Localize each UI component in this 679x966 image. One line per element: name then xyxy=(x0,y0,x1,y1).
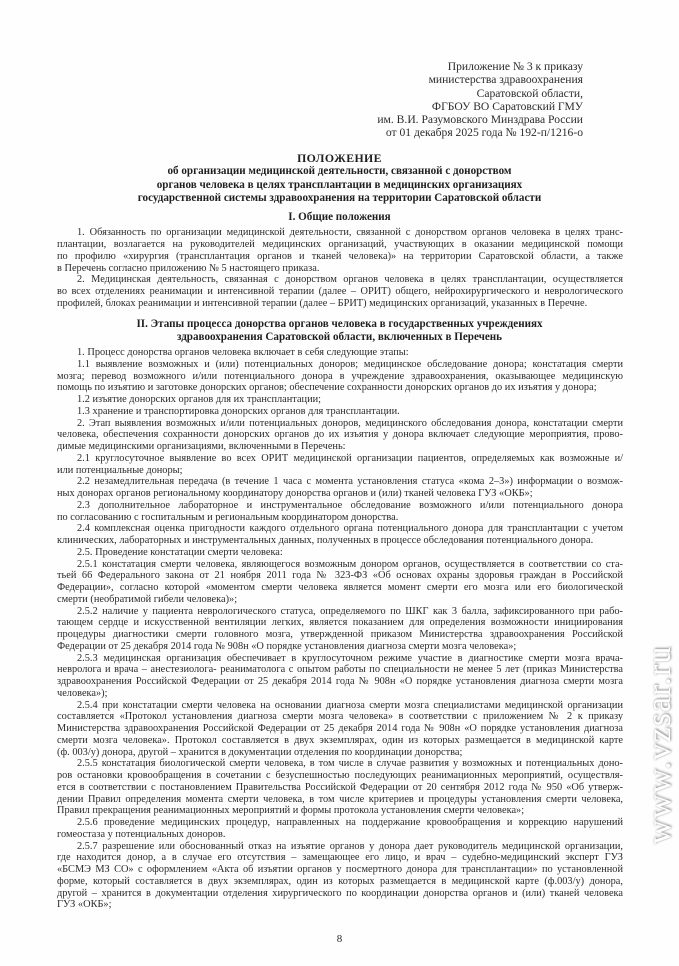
paragraph-line: 2. Этап выявления возможных и/или потенциальных доноров, медицинского обследования донора, констатации смерти xyxy=(77,417,623,429)
paragraph-line: Федерации от 25 декабря 2014 года № 908н «О порядке установления диагноза смерти мозга человека»; xyxy=(57,640,517,652)
annex-line: министерства здравоохранения xyxy=(428,73,583,87)
annex-line: им. В.И. Разумовского Минздрава России xyxy=(377,113,583,127)
paragraph-line: 2.5. Проведение констатации смерти человека: xyxy=(77,546,283,558)
paragraph-line: тьей 66 Федерального закона от 21 ноября 2011 года № 323-ФЗ «Об основах охраны здоровья граждан в Российской xyxy=(57,570,623,582)
paragraph-line: 2.5.2 наличие у пациента неврологического статуса, определяемого по ШКГ как 3 балла, зафиксированного при рабо- xyxy=(77,605,623,617)
section-1-body xyxy=(57,227,623,309)
paragraph-line: 1. Обязанность по организации медицинской деятельности, связанной с донорством органов человека в целях транс- xyxy=(77,227,623,239)
title-subtitle-line: об организации медицинской деятельности, связанной с донорством xyxy=(167,165,512,178)
paragraph-line: профилей, блоках реанимации и интенсивной терапии (далее – БРИТ) медицинских организаций, указанных в Перечне. xyxy=(57,297,588,309)
watermark xyxy=(641,545,678,945)
paragraph-line: где находится донор, а в случае его отсутствия – замещающее его лицо, и врач – судебно-медицинский эксперт ГУЗ xyxy=(57,852,623,864)
paragraph-line: «БСМЭ МЗ СО» с оформлением «Акта об изъятии органов у посмертного донора для трансплантации» по установленной xyxy=(57,864,623,876)
paragraph-line: 2.5.7 разрешение или обоснованный отказ на изъятие органов у донора дает руководитель медицинской организации, xyxy=(77,840,623,852)
annex-line: Саратовской области, xyxy=(476,86,583,100)
annex-reference xyxy=(0,60,583,140)
section-2-heading xyxy=(0,318,679,344)
paragraph-line: во всех отделениях реанимации и интенсивной терапии (далее – ОРИТ) общего, нейрохирургического и неврологического xyxy=(57,286,623,298)
paragraph-line: Министерства здравоохранения Российской Федерации от 25 декабря 2014 года № 908н «О порядке установления диагноза xyxy=(57,723,623,735)
page-number: 8 xyxy=(336,933,343,946)
paragraph-line: форме, который составляется в двух экземплярах, один из которых размещается в медицинской карте (ф.003/у) донора, xyxy=(57,875,623,887)
paragraph-line: 2. Медицинская деятельность, связанная с донорством органов человека в целях трансплантации, осуществляется xyxy=(77,274,623,286)
paragraph-line: помощь по изъятию и заготовке донорских органов; обеспечение сохранности донорских органов до их изъятия у донора; xyxy=(57,382,597,394)
paragraph-line: человека»); xyxy=(57,687,108,699)
annex-line: от 01 декабря 2025 года № 192-п/1216-о xyxy=(385,126,583,140)
paragraph-line: 2.5.4 при констатации смерти человека на основании диагноза смерти мозга специалистами медицинской организации xyxy=(77,699,623,711)
paragraph-line: здравоохранения Российской Федерации от 25 декабря 2014 года № 908н «О порядке установления диагноза смерти мозга xyxy=(57,676,623,688)
paragraph-line: мозга; перевод возможного и/или потенциального донора в учреждение здравоохранения, оказывающее медицинскую xyxy=(57,370,623,382)
paragraph-line: 2.4 комплексная оценка пригодности каждого отдельного органа потенциального донора для трансплантации с учетом xyxy=(77,523,623,535)
paragraph-line: гомеостаза у потенциальных доноров. xyxy=(57,828,226,840)
paragraph-line: Федерации», согласно которой «моментом смерти человека является момент смерти его мозга или его биологической xyxy=(57,582,623,594)
paragraph-line: 1.2 изъятие донорских органов для их трансплантации; xyxy=(77,394,322,406)
paragraph-line: 2.5.5 констатация биологической смерти человека, в том числе в случае развития у возможных и потенциальных доно- xyxy=(77,758,623,770)
paragraph-line: 1.1 выявление возможных и (или) потенциальных доноров; медицинское обследование донора; констатация смерти xyxy=(77,358,623,370)
paragraph-line: смерти мозга человека». Протокол составляется в двух экземплярах, один из которых размещается в медицинской карте xyxy=(57,734,623,746)
paragraph-line: в Перечень согласно приложению № 5 настоящего приказа. xyxy=(57,262,320,274)
paragraph-line: ГУЗ «ОКБ»; xyxy=(57,899,112,911)
title-subtitle-line: государственной системы здравоохранения на территории Саратовской области xyxy=(137,191,542,204)
paragraph-line: тающем сердце и искусственной вентиляции легких, является показанием для определения возможности инициирования xyxy=(57,617,623,629)
paragraph-line: димые медицинскими организациями, включенными в Перечень: xyxy=(57,441,346,453)
paragraph-line: 2.3 дополнительное лабораторное и инструментальное обследование возможного и/или потенциального донора xyxy=(77,499,623,511)
document-title xyxy=(0,152,679,205)
section-2-heading-line: здравоохранения Саратовской области, включенных в Перечень xyxy=(176,330,503,343)
paragraph-line: по профилю «хирургия (трансплантация органов и тканей человека)» на территории Саратовской области, а также xyxy=(57,250,623,262)
paragraph-line: плантации, возлагается на руководителей медицинских организаций, участвующих в оказании медицинской помощи xyxy=(57,239,623,251)
annex-line: Приложение № 3 к приказу xyxy=(447,60,583,73)
paragraph-line: ных донорах органов региональному координатору донорства органов и (или) тканей человека ГУЗ «ОКБ»; xyxy=(57,488,533,500)
paragraph-line: Правил прекращения реанимационных мероприятий и формы протокола установления смерти человека»; xyxy=(57,805,525,817)
paragraph-line: или потенциальные доноры; xyxy=(57,464,183,476)
paragraph-line: другой – хранится в документации отделения хирургического по координации донорства органов и (или) тканей человека xyxy=(57,887,623,899)
section-2-body xyxy=(57,347,623,911)
paragraph-line: 2.1 круглосуточное выявление во всех ОРИТ медицинской организации пациентов, определяемых как возможные и/ xyxy=(77,452,623,464)
title-main: ПОЛОЖЕНИЕ xyxy=(297,150,382,165)
paragraph-line: 2.5.6 проведение медицинских процедур, направленных на поддержание кровообращения и коррекцию нарушений xyxy=(77,817,623,829)
section-2-heading-line: II. Этапы процесса донорства органов человека в государственных учреждениях xyxy=(136,317,543,330)
paragraph-line: клинических, лабораторных и инструментальных данных, полученных в процессе обследования потенциального донора. xyxy=(57,535,594,547)
paragraph-line: составляется «Протокол установления диагноза смерти мозга человека» в соответствии с приложением № 2 к приказу xyxy=(57,711,623,723)
paragraph-line: дении Правил определения момента смерти человека, в том числе критериев и процедуры установления смерти человека, xyxy=(57,793,623,805)
paragraph-line: человека, обеспечения сохранности донорских органов до их изъятия у донора включает следующие мероприятия, прово- xyxy=(57,429,623,441)
paragraph-line: 2.5.3 медицинская организация обеспечивает в круглосуточном режиме участие в диагностике смерти мозга врача- xyxy=(77,652,623,664)
title-subtitle-line: органов человека в целях трансплантации в медицинских организациях xyxy=(156,178,523,191)
watermark-text: www.vzsar.ru xyxy=(641,645,678,845)
annex-line: ФГБОУ ВО Саратовский ГМУ xyxy=(431,99,583,113)
paragraph-line: ется в соответствии с постановлением Правительства Российской Федерации от 20 сентября 2012 года № 950 «Об утверж- xyxy=(57,781,623,793)
paragraph-line: невролога и врача – анестезиолога- реаниматолога с опытом работы по специальности не менее 5 лет (приказ Министерства xyxy=(57,664,623,676)
paragraph-line: 1. Процесс донорства органов человека включает в себя следующие этапы: xyxy=(77,347,409,359)
paragraph-line: по согласованию с госпитальным и региональным координатором донорства. xyxy=(57,511,399,523)
paragraph-line: 1.3 хранение и транспортировка донорских органов для трансплантации. xyxy=(77,405,400,417)
paragraph-line: процедуры диагностики смерти головного мозга, утвержденной приказом Министерства здравоохранения Российской xyxy=(57,629,623,641)
paragraph-line: ров остановки кровообращения в сочетании с безуспешностью последующих реанимационных мероприятий, осуществля- xyxy=(57,770,623,782)
paragraph-line: 2.5.1 констатация смерти человека, являющегося возможным донором органов, осуществляется в соответствии со ста- xyxy=(77,558,623,570)
paragraph-line: смерти (необратимой гибели человека)»; xyxy=(57,593,238,605)
paragraph-line: (ф. 003/у) донора, другой – хранится в документации отделения по координации донорства; xyxy=(57,746,463,758)
paragraph-line: 2.2 незамедлительная передача (в течение 1 часа с момента установления статуса «кома 2–3») информации о возмож- xyxy=(77,476,623,488)
section-1-heading: I. Общие положения xyxy=(288,211,391,224)
